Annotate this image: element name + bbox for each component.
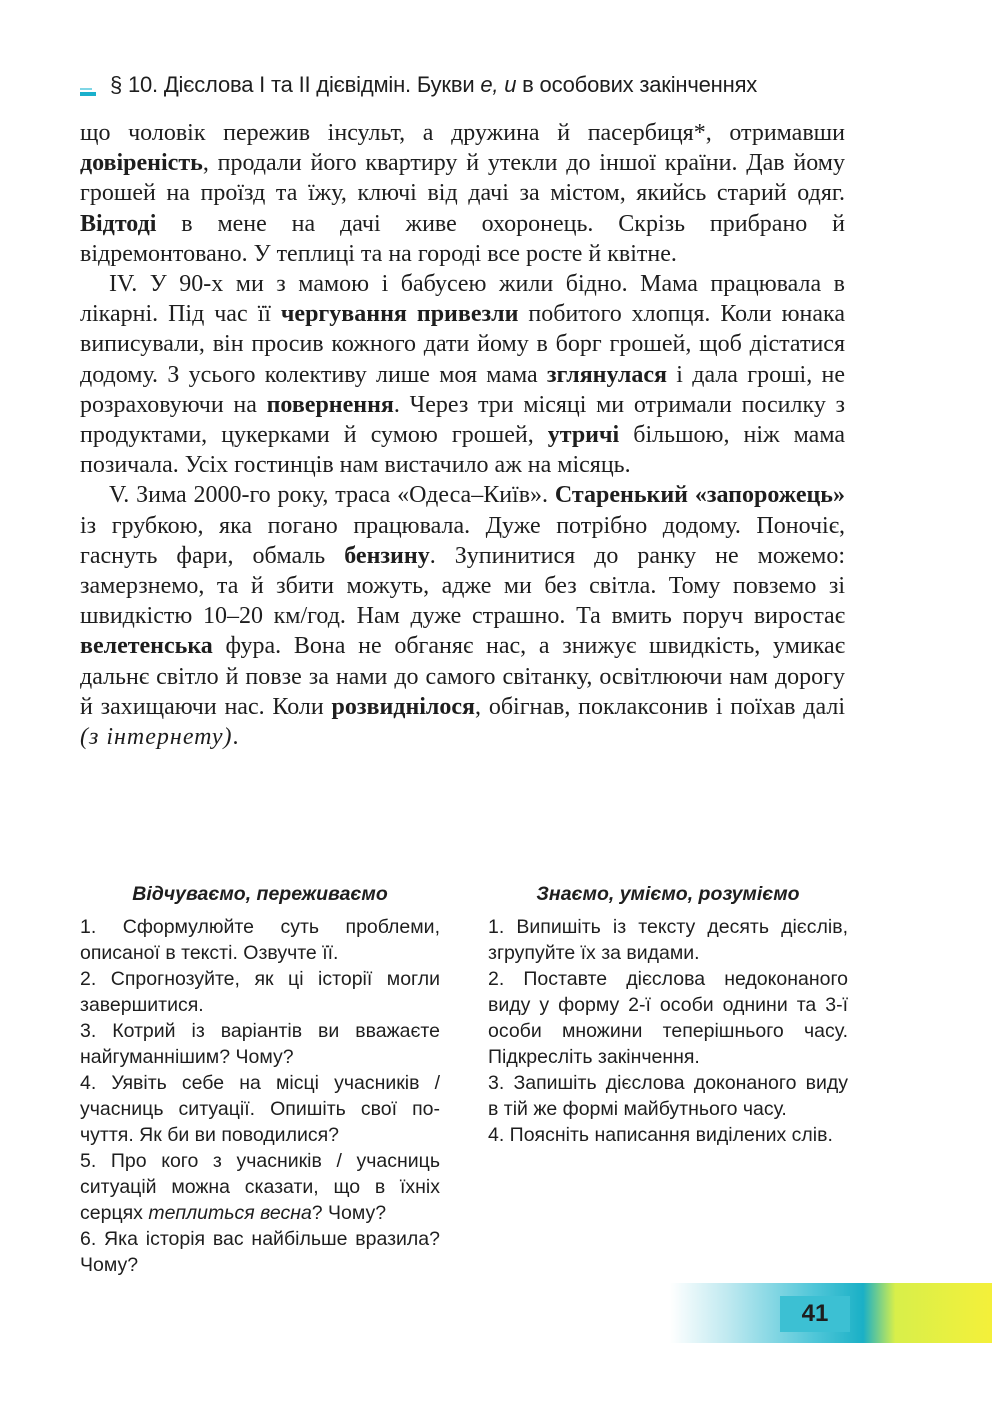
header-part1: § 10. Дієслова І та ІІ дієвідмін. Букви: [110, 72, 481, 97]
question-list: [80, 914, 440, 1278]
list-item: [80, 1226, 440, 1278]
text-run: 3. Запишіть дієслова доконаного виду в тій же формі майбутнього часу.: [488, 1072, 848, 1120]
header-accent-bar: [80, 92, 96, 96]
text-run: 1. Випишіть із тексту десять дієслів, згрупуйте їх за видами.: [488, 916, 848, 964]
text-run: , обігнав, поклаксонив і поїхав далі: [475, 693, 845, 720]
text-run: 5. Про кого з учасників / учасниць ситуацій можна сказати, що в їхніх серцях: [80, 1150, 440, 1224]
list-item: [488, 1122, 848, 1148]
list-item: [80, 1018, 440, 1070]
header-accent-line: [80, 88, 92, 90]
bold-term: розвиднілося: [331, 693, 476, 720]
list-item: [488, 914, 848, 966]
paragraph: [80, 269, 845, 480]
text-run: більшою, ніж мама позичала. Усіх гостинців нам вистачило аж на місяць.: [80, 422, 846, 479]
bold-term: бензину: [344, 542, 430, 569]
text-run: . Через три місяці ми отримали посилку з продуктами, цукерками й сумою грошей,: [80, 391, 846, 449]
text-run: 1. Сформулюйте суть проблеми, описаної в тексті. Озвучте її.: [80, 916, 440, 964]
list-item: [488, 966, 848, 1070]
main-text: [80, 118, 845, 752]
column-title: Знаємо, уміємо, розуміємо: [536, 883, 800, 905]
italic-text: теплиться весна: [148, 1202, 312, 1224]
text-run: в мене на дачі живе охоронець. Скрізь прибрано й відремонтовано. У теплиці та на городі все росте й квітне.: [80, 210, 845, 267]
exercise-column-left: [80, 880, 440, 1278]
text-run: 4. Уявіть себе на місці учасників / учасниць ситуації. Опишіть свої почуття. Як би ви поводилися?: [80, 1072, 440, 1146]
bold-term: чергування привезли: [280, 301, 519, 328]
task-list: [488, 914, 848, 1148]
text-run: ? Чому?: [311, 1202, 387, 1224]
text-run: і дала гроші, не розраховуючи на: [80, 361, 845, 418]
text-run: 2. Поставте дієслова недоконаного виду у форму 2-ї особи однини та 3-ї особи множини теперішнього часу. Підкресліть закінчення.: [488, 968, 848, 1068]
text-run: 6. Яка історія вас найбільше вразила? Чому?: [80, 1228, 440, 1276]
bold-term: повернення: [266, 391, 394, 418]
italic-text: (з інтернету): [80, 724, 233, 751]
header-part2: в особових закінченнях: [516, 72, 758, 97]
text-run: .: [232, 724, 239, 751]
text-run: 4. Поясніть написання виділених слів.: [488, 1124, 833, 1146]
header-letters: е, и: [480, 72, 517, 97]
text-run: що чоловік пережив інсульт, а дружина й пасербиця*, отримавши: [80, 120, 845, 146]
bold-term: довіреність: [80, 150, 203, 177]
column-title: Відчуваємо, переживаємо: [132, 883, 388, 905]
text-run: 3. Котрий із варіантів ви вважаєте найгуманнішим? Чому?: [80, 1020, 440, 1068]
text-run: із грубкою, яка погано працювала. Дуже потрібно додому. Поночіє, гаснуть фари, обмаль: [80, 512, 845, 569]
list-item: [80, 914, 440, 966]
text-run: 2. Спрогнозуйте, як ці історії могли завершитися.: [80, 968, 440, 1016]
bold-term: утричі: [547, 422, 620, 449]
running-header: [110, 70, 850, 100]
text-run: . Зупинитися до ранку не можемо: замерзнемо, та й збити можуть, адже ми без світла. Тому повземо зі швидкістю 10–20 км/год. Нам дуже страшно. Та вмить поруч виростає: [80, 542, 845, 630]
text-run: V. Зима 2000-го року, траса «Одеса–Київ».: [109, 482, 555, 509]
text-run: , продали його квартиру й утекли до іншої країни. Дав йому грошей на проїзд та їжу, ключі від дачі за містом, якийсь старий одяг.: [80, 150, 845, 207]
list-item: [488, 1070, 848, 1122]
paragraph: [80, 480, 845, 752]
list-item: [80, 1148, 440, 1226]
text-run: фура. Вона не обганяє нас, а знижує швидкість, умикає дальнє світло й повзе за нами до самого світанку, освітлюючи нам дорогу й захищаючи нас. Коли: [80, 633, 845, 720]
exercise-column-right: [488, 880, 848, 1148]
page-number: 41: [801, 1300, 829, 1327]
text-run: побитого хлопця. Коли юнака виписували, він просив кожного дати йому в борг грошей, щоб дістатися додому. З усього колективу лише моя мама: [80, 301, 845, 388]
paragraph: [80, 118, 845, 269]
bold-term: Відтоді: [80, 210, 157, 237]
bold-term: зглянулася: [546, 361, 668, 388]
bold-term: велетенська: [80, 633, 213, 660]
bold-term: Старенький «запорожець»: [554, 482, 845, 509]
list-item: [80, 966, 440, 1018]
text-run: IV. У 90-х ми з мамою і бабусею жили бідно. Мама працювала в лікарні. Під час її: [80, 271, 845, 328]
list-item: [80, 1070, 440, 1148]
